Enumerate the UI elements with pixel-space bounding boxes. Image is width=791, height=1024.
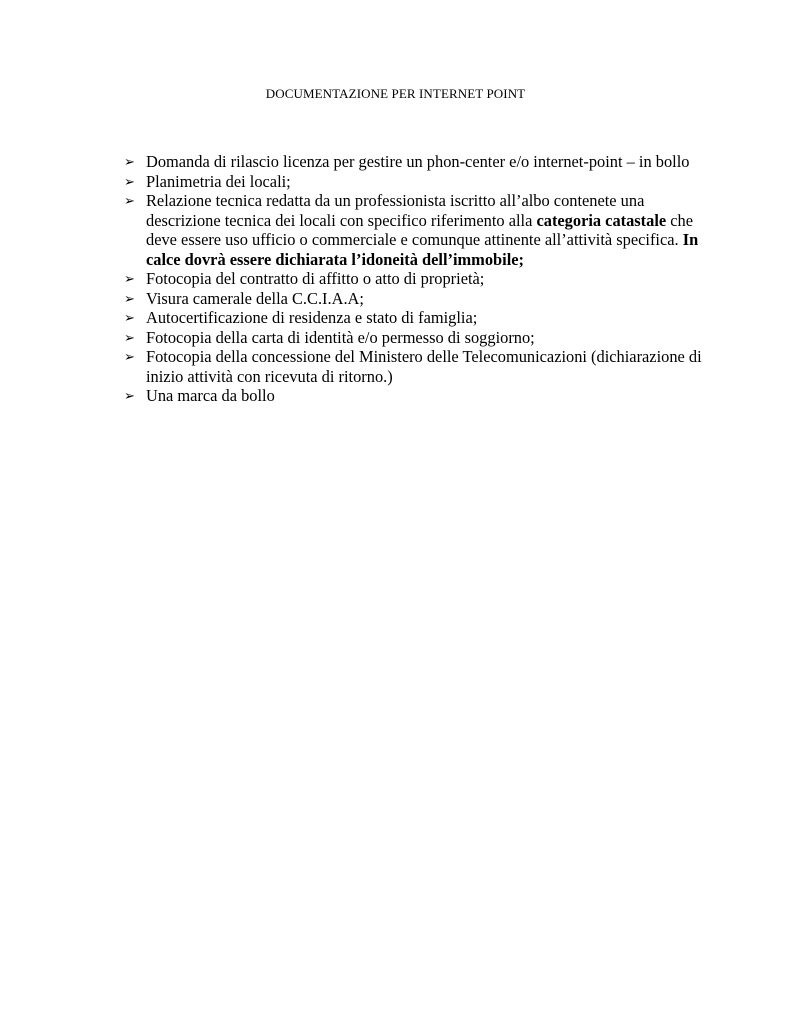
list-item xyxy=(124,386,704,406)
arrowhead-bullet-icon: ➢ xyxy=(124,349,135,364)
arrowhead-bullet-icon: ➢ xyxy=(124,271,135,286)
list-item xyxy=(124,308,704,328)
list-item-text: Visura camerale della C.C.I.A.A; xyxy=(146,288,364,308)
arrowhead-bullet-icon: ➢ xyxy=(124,290,135,306)
list-item-text: Autocertificazione di residenza e stato di famiglia; xyxy=(146,308,478,327)
list-item-text-part: che deve essere uso ufficio o commerciale e comunque attinente all’attività specifica. xyxy=(146,210,694,249)
list-item xyxy=(124,289,704,309)
arrowhead-bullet-icon: ➢ xyxy=(124,310,135,325)
arrowhead-bullet-icon: ➢ xyxy=(124,154,135,169)
list-item-text: Fotocopia della concessione del Ministero delle Telecomunicazioni (dichiarazione di inizio attività con ricevuta di ritorno.) xyxy=(146,347,702,386)
list-item-text: Planimetria dei locali; xyxy=(146,171,291,191)
arrowhead-bullet-icon: ➢ xyxy=(124,329,135,345)
list-item xyxy=(124,172,704,192)
list-item xyxy=(124,269,704,289)
list-item-bold-text: In calce dovrà essere dichiarata l’idoneità dell’immobile; xyxy=(146,230,699,269)
list-item-bold-text: categoria catastale xyxy=(536,210,667,230)
list-item xyxy=(124,152,704,172)
list-item-text: Fotocopia della carta di identità e/o permesso di soggiorno; xyxy=(146,327,535,347)
arrowhead-bullet-icon: ➢ xyxy=(124,388,135,403)
document-title: DOCUMENTAZIONE PER INTERNET POINT xyxy=(265,86,526,101)
list-item-text-part: Relazione tecnica redatta da un professionista iscritto all’albo contenete una descrizione tecnica dei locali con specifico riferimento alla xyxy=(146,191,645,230)
arrowhead-bullet-icon: ➢ xyxy=(124,173,135,189)
list-item-text: Domanda di rilascio licenza per gestire un phon-center e/o internet-point – in bollo xyxy=(146,152,690,171)
requirements-list xyxy=(124,152,704,406)
list-item xyxy=(124,328,704,348)
list-item xyxy=(124,347,704,386)
list-item-text: Fotocopia del contratto di affitto o atto di proprietà; xyxy=(146,269,485,288)
arrowhead-bullet-icon: ➢ xyxy=(124,193,135,208)
list-item xyxy=(124,191,704,269)
list-item-text: Una marca da bollo xyxy=(146,386,275,405)
